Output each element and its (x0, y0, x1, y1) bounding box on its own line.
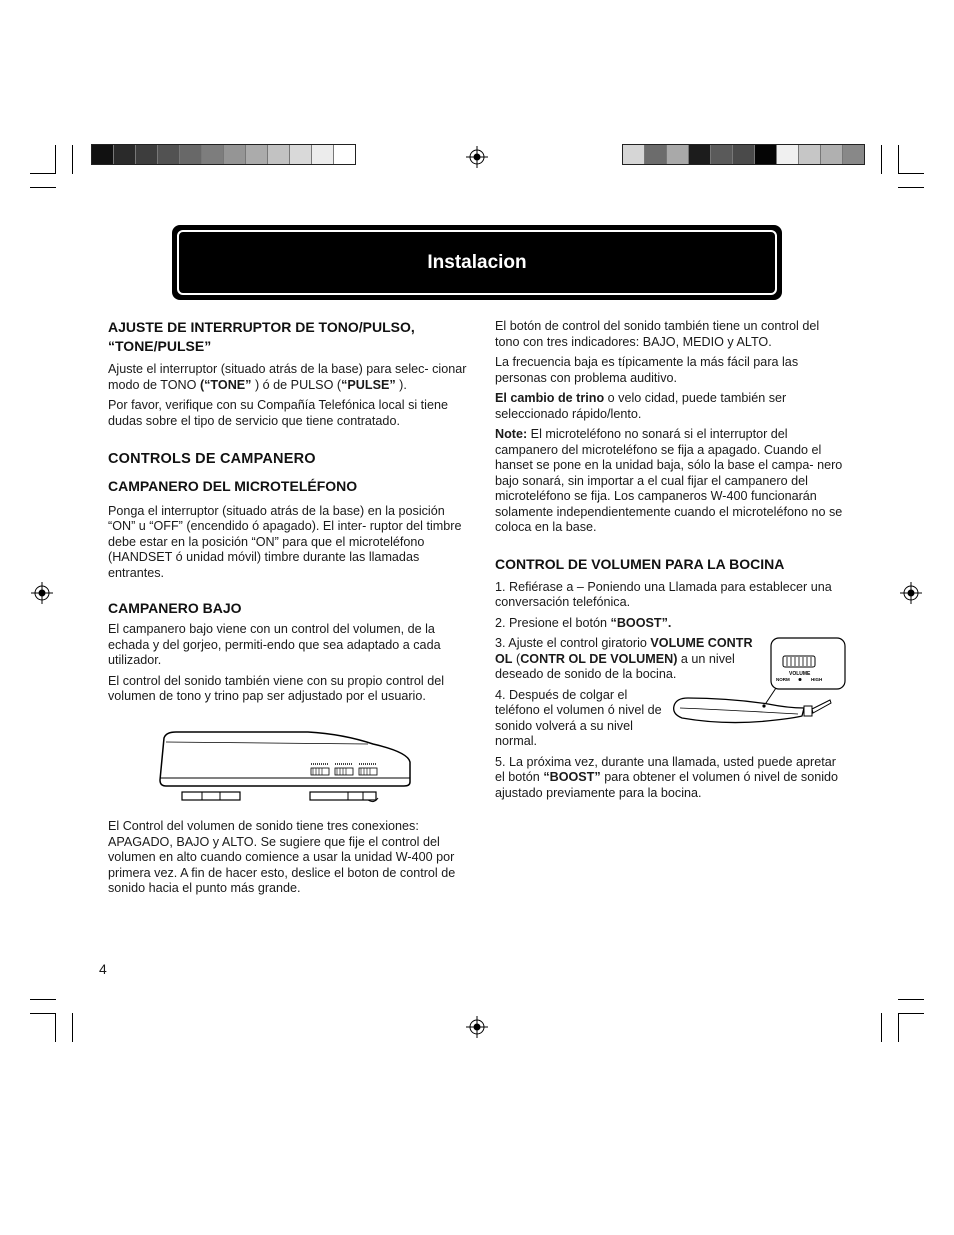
registration-mark-icon (31, 582, 53, 604)
right-column (495, 319, 847, 806)
section-title-banner (172, 225, 782, 300)
tone-pulse-heading: AJUSTE DE INTERRUPTOR DE TONO/PULSO, “TONE/PULSE” (108, 319, 415, 354)
color-calibration-bar-left (91, 144, 356, 165)
color-calibration-bar-right (622, 144, 865, 165)
color-swatch (777, 145, 799, 164)
controls-heading: CONTROLS DE CAMPANERO (108, 451, 316, 467)
page-number: 4 (99, 961, 107, 977)
color-swatch (667, 145, 689, 164)
color-swatch (202, 145, 224, 164)
color-swatch (755, 145, 777, 164)
handset-volume-illustration (668, 636, 848, 728)
color-swatch (334, 145, 355, 164)
color-swatch (180, 145, 202, 164)
color-swatch (246, 145, 268, 164)
left-column (108, 318, 468, 710)
inset-high-label: HIGH (811, 677, 823, 682)
color-swatch (92, 145, 114, 164)
color-swatch (689, 145, 711, 164)
speaker-volume-heading: CONTROL DE VOLUMEN PARA LA BOCINA (495, 555, 785, 572)
registration-mark-icon (900, 582, 922, 604)
color-swatch (645, 145, 667, 164)
color-swatch (711, 145, 733, 164)
registration-mark-icon (466, 1016, 488, 1038)
step-2: 2. Presione el botón “BOOST”. (495, 615, 672, 630)
registration-mark-icon (466, 146, 488, 168)
page-title: Instalacion (427, 251, 527, 273)
color-swatch (733, 145, 755, 164)
step-1: 1. Refiérase a – Poniendo una Llamada para establecer una conversación telefónica. (495, 579, 832, 609)
left-column-bottom (108, 819, 468, 902)
low-frequency-paragraph: La frecuencia baja es típicamente la más fácil para las personas con problema auditivo. (495, 355, 799, 385)
color-swatch (821, 145, 843, 164)
color-swatch (290, 145, 312, 164)
tone-pulse-paragraph: Ajuste el interruptor (situado atrás de la base) para selec- cionar modo de TONO (“TONE” ) ó de PULSO (“PULSE” ). (108, 362, 467, 392)
tone-pulse-note: Por favor, verifique con su Compañía Telefónica local si tiene dudas sobre el tipo de servicio que tiene contratado. (108, 398, 448, 428)
color-swatch (799, 145, 821, 164)
inset-norm-label: NORM (776, 677, 790, 682)
handset-ringer-paragraph: Ponga el interruptor (situado atrás de la base) en la posición “ON” u “OFF” (encendido ó apagado). El inter- ruptor del timbre debe estar en la posición “ON” para que el microteléfono (HANDSET ó unidad móvil) timbre durante las llamadas entrantes. (108, 503, 462, 580)
step-4: 4. Después de colgar el teléfono el volumen ó nivel de sonido volverá a su nivel normal. (495, 687, 662, 748)
low-ringer-paragraph-1: El campanero bajo viene con un control del volumen, de la echada y del gorjeo, permiti-endo que sea adaptado a cada utilizador. (108, 622, 441, 667)
color-swatch (114, 145, 136, 164)
inset-volume-label: VOLUME (789, 671, 811, 677)
color-swatch (268, 145, 290, 164)
tone-control-paragraph: El botón de control del sonido también tiene un control del tono con tres indicadores: BAJO, MEDIO y ALTO. (495, 319, 820, 349)
color-swatch (136, 145, 158, 164)
volume-connections-paragraph: El Control del volumen de sonido tiene tres conexiones: APAGADO, BAJO y ALTO. Se sugiere que fije el control del volumen en alto cuando comience a usar la unidad W-400 por primera vez. A fin de hacer esto, deslice el boton de control de sonido hacia el punto más grande. (108, 819, 456, 895)
note-paragraph: Note: El microteléfono no sonará si el interruptor del campanero del microteléfono se fija a apagado. Cuando el hanset se pone en la unidad baja, sólo la base el campa- nero bajo sonará, sin importar a el cual fijar el campanero del microteléfono se fija. Los campaneros W-400 funcionarán solamente independientemente cuando el microteléfono no se coloca en la base. (495, 427, 843, 534)
handset-ringer-heading: CAMPANERO DEL MICROTELÉFONO (108, 477, 358, 494)
low-ringer-paragraph-2: El control del sonido también viene con su propio control del volumen de tono y trino pap ser adjustado por el usuario. (108, 673, 445, 703)
color-swatch (224, 145, 246, 164)
color-swatch (312, 145, 334, 164)
color-swatch (623, 145, 645, 164)
base-unit-illustration (158, 728, 416, 804)
color-swatch (843, 145, 864, 164)
step-3: 3. Ajuste el control giratorio VOLUME CONTR OL (CONTR OL DE VOLUMEN) a un nivel deseado de sonido de la bocina. (495, 636, 753, 681)
low-ringer-heading: CAMPANERO BAJO (108, 600, 242, 616)
color-swatch (158, 145, 180, 164)
trill-paragraph: El cambio de trino o velo cidad, puede también ser seleccionado rápido/lento. (495, 391, 787, 421)
step-5: 5. La próxima vez, durante una llamada, usted puede apretar el botón “BOOST” para obtener el volumen ó nivel de sonido ajustado previamente para la bocina. (495, 754, 839, 800)
